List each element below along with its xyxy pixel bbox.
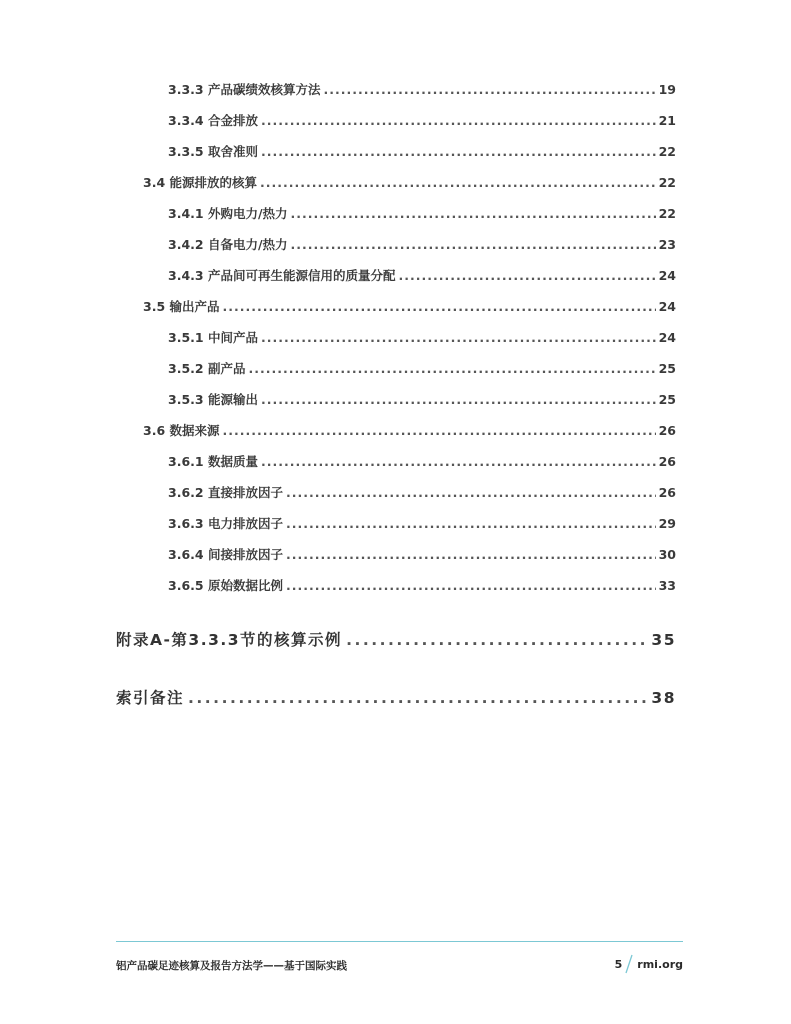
toc-entry[interactable] — [168, 237, 676, 253]
toc-entry-title: 3.5 输出产品 — [143, 299, 220, 314]
toc-entry[interactable] — [168, 578, 676, 594]
toc-entry-index-notes[interactable] — [116, 688, 676, 708]
toc-entry-title: 3.6.2 直接排放因子 — [168, 485, 283, 500]
toc-leader-dots — [188, 688, 647, 708]
toc-entry-title: 3.4.3 产品间可再生能源信用的质量分配 — [168, 268, 396, 283]
slash-separator-icon — [625, 954, 633, 974]
footer-divider — [116, 941, 683, 942]
toc-leader-dots — [286, 578, 656, 594]
toc-leader-dots — [291, 206, 656, 222]
toc-entry[interactable] — [168, 268, 676, 284]
toc-entry-title: 3.5.2 副产品 — [168, 361, 246, 376]
toc-entry-page: 26 — [658, 485, 676, 500]
toc-entry-page: 25 — [658, 361, 676, 376]
toc-leader-dots — [346, 630, 647, 650]
toc-entry[interactable] — [143, 423, 676, 439]
toc-entry-title: 3.6.5 原始数据比例 — [168, 578, 283, 593]
toc-leader-dots — [261, 330, 656, 346]
page-number: 5 — [614, 957, 623, 971]
toc-entry-title: 3.3.4 合金排放 — [168, 113, 258, 128]
toc-entry-page: 25 — [658, 392, 676, 407]
toc-entry-page: 33 — [658, 578, 676, 593]
toc-entry-page: 21 — [658, 113, 676, 128]
toc-entry-page: 35 — [651, 631, 676, 649]
toc-entry-appendix[interactable] — [116, 630, 676, 650]
toc-leader-dots — [248, 361, 655, 377]
toc-entry-page: 23 — [658, 237, 676, 252]
toc-entry[interactable] — [168, 330, 676, 346]
toc-entry-title: 索引备注 — [116, 689, 185, 707]
toc-entry-page: 22 — [658, 144, 676, 159]
toc-entry-page: 22 — [658, 175, 676, 190]
toc-leader-dots — [261, 113, 656, 129]
toc-entry-title: 3.6.3 电力排放因子 — [168, 516, 283, 531]
toc-entry-page: 26 — [658, 423, 676, 438]
toc-leader-dots — [398, 268, 655, 284]
toc-entry-page: 24 — [658, 330, 676, 345]
toc-entry[interactable] — [168, 144, 676, 160]
toc-entry-page: 24 — [658, 299, 676, 314]
toc-entry[interactable] — [168, 516, 676, 532]
toc-leader-dots — [286, 485, 656, 501]
toc-entry-title: 3.5.3 能源输出 — [168, 392, 258, 407]
toc-entry-page: 38 — [651, 689, 676, 707]
toc-entry-title: 3.6.4 间接排放因子 — [168, 547, 283, 562]
toc-entry-title: 3.4 能源排放的核算 — [143, 175, 257, 190]
toc-leader-dots — [286, 516, 656, 532]
toc-entry[interactable] — [168, 361, 676, 377]
toc-leader-dots — [223, 299, 656, 315]
toc-entry[interactable] — [168, 82, 676, 98]
toc-leader-dots — [323, 82, 655, 98]
toc-entry[interactable] — [168, 485, 676, 501]
toc-entry[interactable] — [168, 113, 676, 129]
toc-leader-dots — [223, 423, 656, 439]
toc-entry-page: 19 — [658, 82, 676, 97]
toc-leader-dots — [261, 392, 656, 408]
toc-entry[interactable] — [143, 175, 676, 191]
toc-entry[interactable] — [168, 392, 676, 408]
toc-entry-title: 3.3.3 产品碳绩效核算方法 — [168, 82, 321, 97]
footer-document-title: 铝产品碳足迹核算及报告方法学——基于国际实践 — [116, 960, 347, 972]
toc-entry[interactable] — [143, 299, 676, 315]
toc-entry-title: 3.3.5 取舍准则 — [168, 144, 258, 159]
toc-entry-page: 22 — [658, 206, 676, 221]
footer-page-info — [615, 954, 683, 974]
footer-site-link[interactable]: rmi.org — [637, 957, 683, 971]
toc-entry[interactable] — [168, 206, 676, 222]
toc-leader-dots — [261, 454, 656, 470]
toc-leader-dots — [291, 237, 656, 253]
toc-entry-page: 30 — [658, 547, 676, 562]
toc-entry-title: 3.6.1 数据质量 — [168, 454, 258, 469]
toc-entry-page: 26 — [658, 454, 676, 469]
toc-leader-dots — [261, 144, 656, 160]
toc-entry-title: 附录A-第3.3.3节的核算示例 — [116, 631, 343, 649]
toc-entry-title: 3.5.1 中间产品 — [168, 330, 258, 345]
toc-entry-page: 29 — [658, 516, 676, 531]
toc-entry-page: 24 — [658, 268, 676, 283]
toc-leader-dots — [286, 547, 656, 563]
toc-entry-title: 3.4.2 自备电力/热力 — [168, 237, 288, 252]
toc-entry[interactable] — [168, 547, 676, 563]
toc-entry-title: 3.4.1 外购电力/热力 — [168, 206, 288, 221]
toc-entry[interactable] — [168, 454, 676, 470]
toc-entry-title: 3.6 数据来源 — [143, 423, 220, 438]
toc-leader-dots — [260, 175, 656, 191]
